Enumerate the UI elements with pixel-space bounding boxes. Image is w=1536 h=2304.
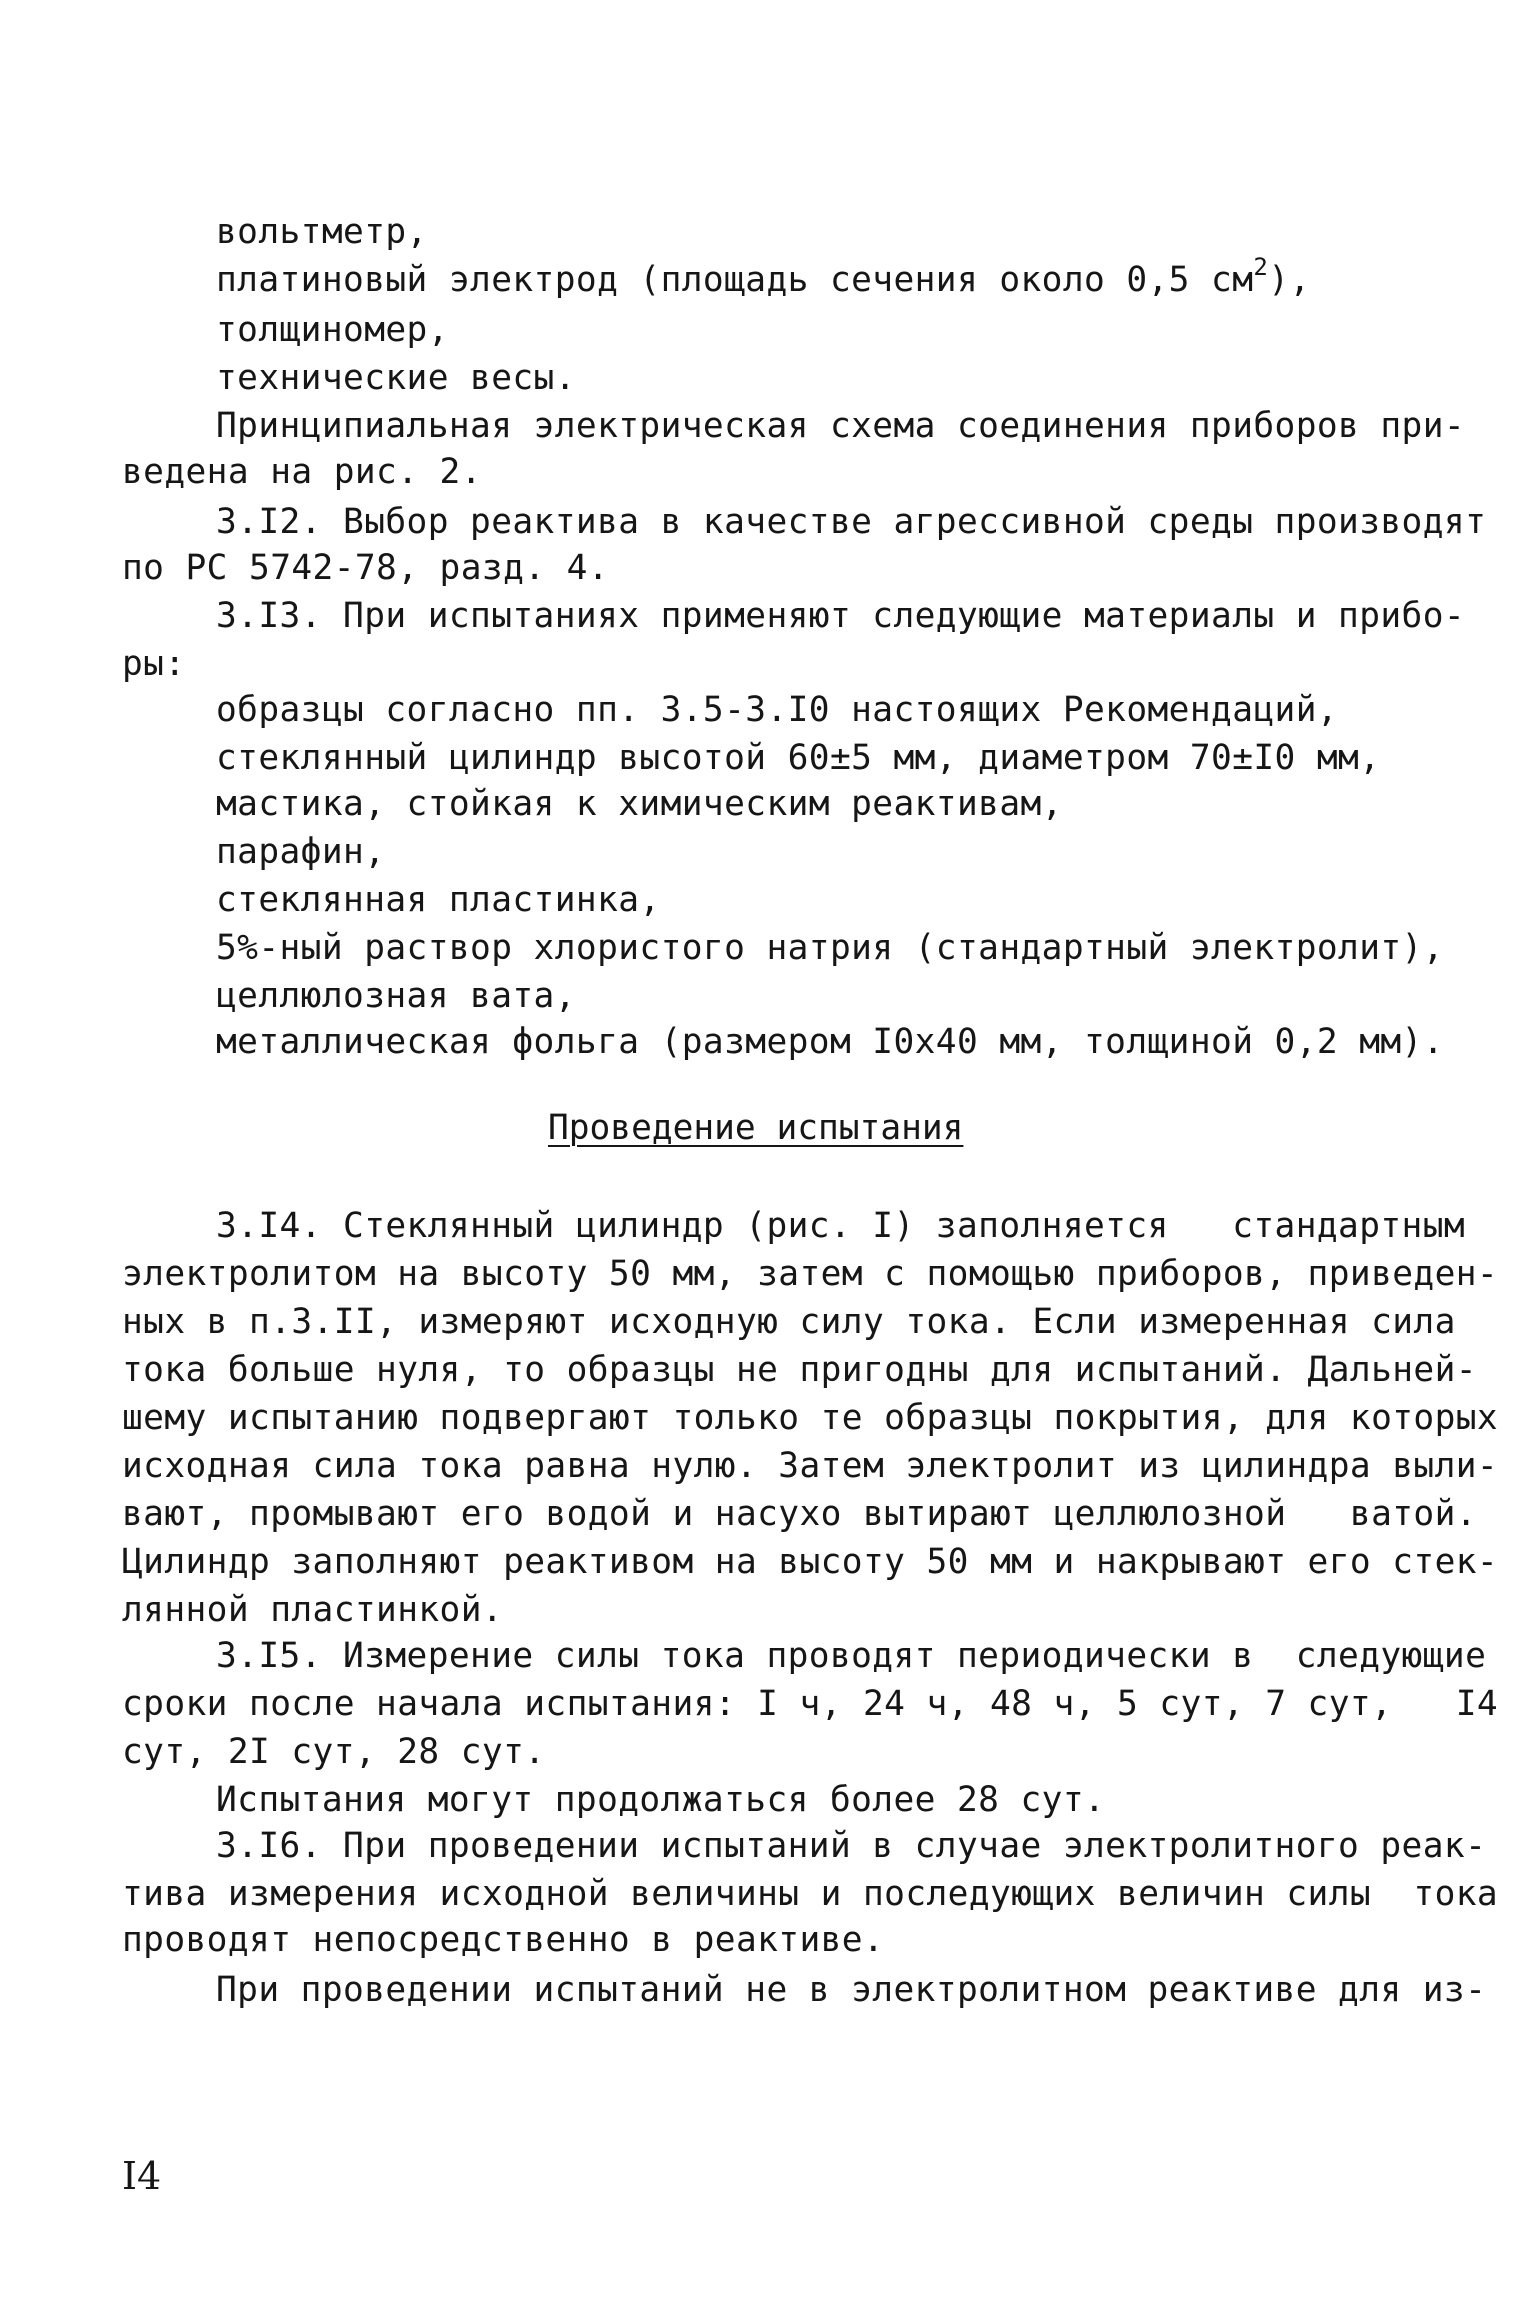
text-line: ведена на рис. 2.: [122, 452, 482, 492]
list-item: металлическая фольга (размером I0x40 мм, толщиной 0,2 мм).: [216, 1022, 1444, 1062]
text-line: сут, 2I сут, 28 сут.: [122, 1732, 546, 1772]
list-item: образцы согласно пп. 3.5-3.I0 настоящих Рекомендаций,: [216, 690, 1339, 730]
text-line: 3.I3. При испытаниях применяют следующие материалы и прибо-: [216, 596, 1466, 636]
text-line: проводят непосредственно в реактиве.: [122, 1920, 885, 1960]
text-line: тива измерения исходной величины и последующих величин силы тока: [122, 1874, 1499, 1914]
section-heading: Проведение испытания: [548, 1108, 964, 1148]
text-line: ных в п.3.II, измеряют исходную силу тока. Если измеренная сила: [122, 1302, 1456, 1342]
text-line: 3.I6. При проведении испытаний в случае электролитного реак-: [216, 1826, 1487, 1866]
text-line: по РС 5742-78, разд. 4.: [122, 548, 609, 588]
text-line: ры:: [122, 644, 186, 684]
text-line: технические весы.: [216, 358, 576, 398]
text-line: вают, промывают его водой и насухо вытирают целлюлозной ватой.: [122, 1494, 1477, 1534]
text-line: вольтметр,: [216, 212, 428, 252]
text-line: тока больше нуля, то образцы не пригодны для испытаний. Дальней-: [122, 1350, 1477, 1390]
list-item: мастика, стойкая к химическим реактивам,: [216, 784, 1063, 824]
text-fragment: платиновый электрод (площадь сечения около 0,5 см: [216, 260, 1254, 300]
list-item: 5%-ный раствор хлористого натрия (стандартный электролит),: [216, 928, 1444, 968]
text-line: лянной пластинкой.: [122, 1590, 504, 1630]
list-item: парафин,: [216, 832, 386, 872]
text-line: сроки после начала испытания: I ч, 24 ч, 48 ч, 5 сут, 7 сут, I4: [122, 1684, 1499, 1724]
text-line: шему испытанию подвергают только те образцы покрытия, для которых: [122, 1398, 1499, 1438]
list-item: целлюлозная вата,: [216, 976, 576, 1016]
text-line: электролитом на высоту 50 мм, затем с помощью приборов, приведен-: [122, 1254, 1499, 1294]
text-line: При проведении испытаний не в электролитном реактиве для из-: [216, 1970, 1487, 2010]
text-line: 3.I5. Измерение силы тока проводят периодически в следующие: [216, 1636, 1487, 1676]
text-line: Принципиальная электрическая схема соединения приборов при-: [216, 406, 1466, 446]
text-line: Испытания могут продолжаться более 28 сут.: [216, 1780, 1106, 1820]
text-fragment: ),: [1268, 260, 1311, 300]
superscript: 2: [1253, 252, 1269, 281]
page-number: I4: [122, 2154, 162, 2198]
text-line: [216, 252, 1311, 300]
text-line: Цилиндр заполняют реактивом на высоту 50 мм и накрывают его стек-: [122, 1542, 1499, 1582]
text-line: толщиномер,: [216, 310, 449, 350]
list-item: стеклянная пластинка,: [216, 880, 661, 920]
text-line: исходная сила тока равна нулю. Затем электролит из цилиндра выли-: [122, 1446, 1499, 1486]
list-item: стеклянный цилиндр высотой 60±5 мм, диаметром 70±I0 мм,: [216, 738, 1381, 778]
text-line: 3.I4. Стеклянный цилиндр (рис. I) заполняется стандартным: [216, 1206, 1466, 1246]
text-line: 3.I2. Выбор реактива в качестве агрессивной среды производят: [216, 502, 1487, 542]
